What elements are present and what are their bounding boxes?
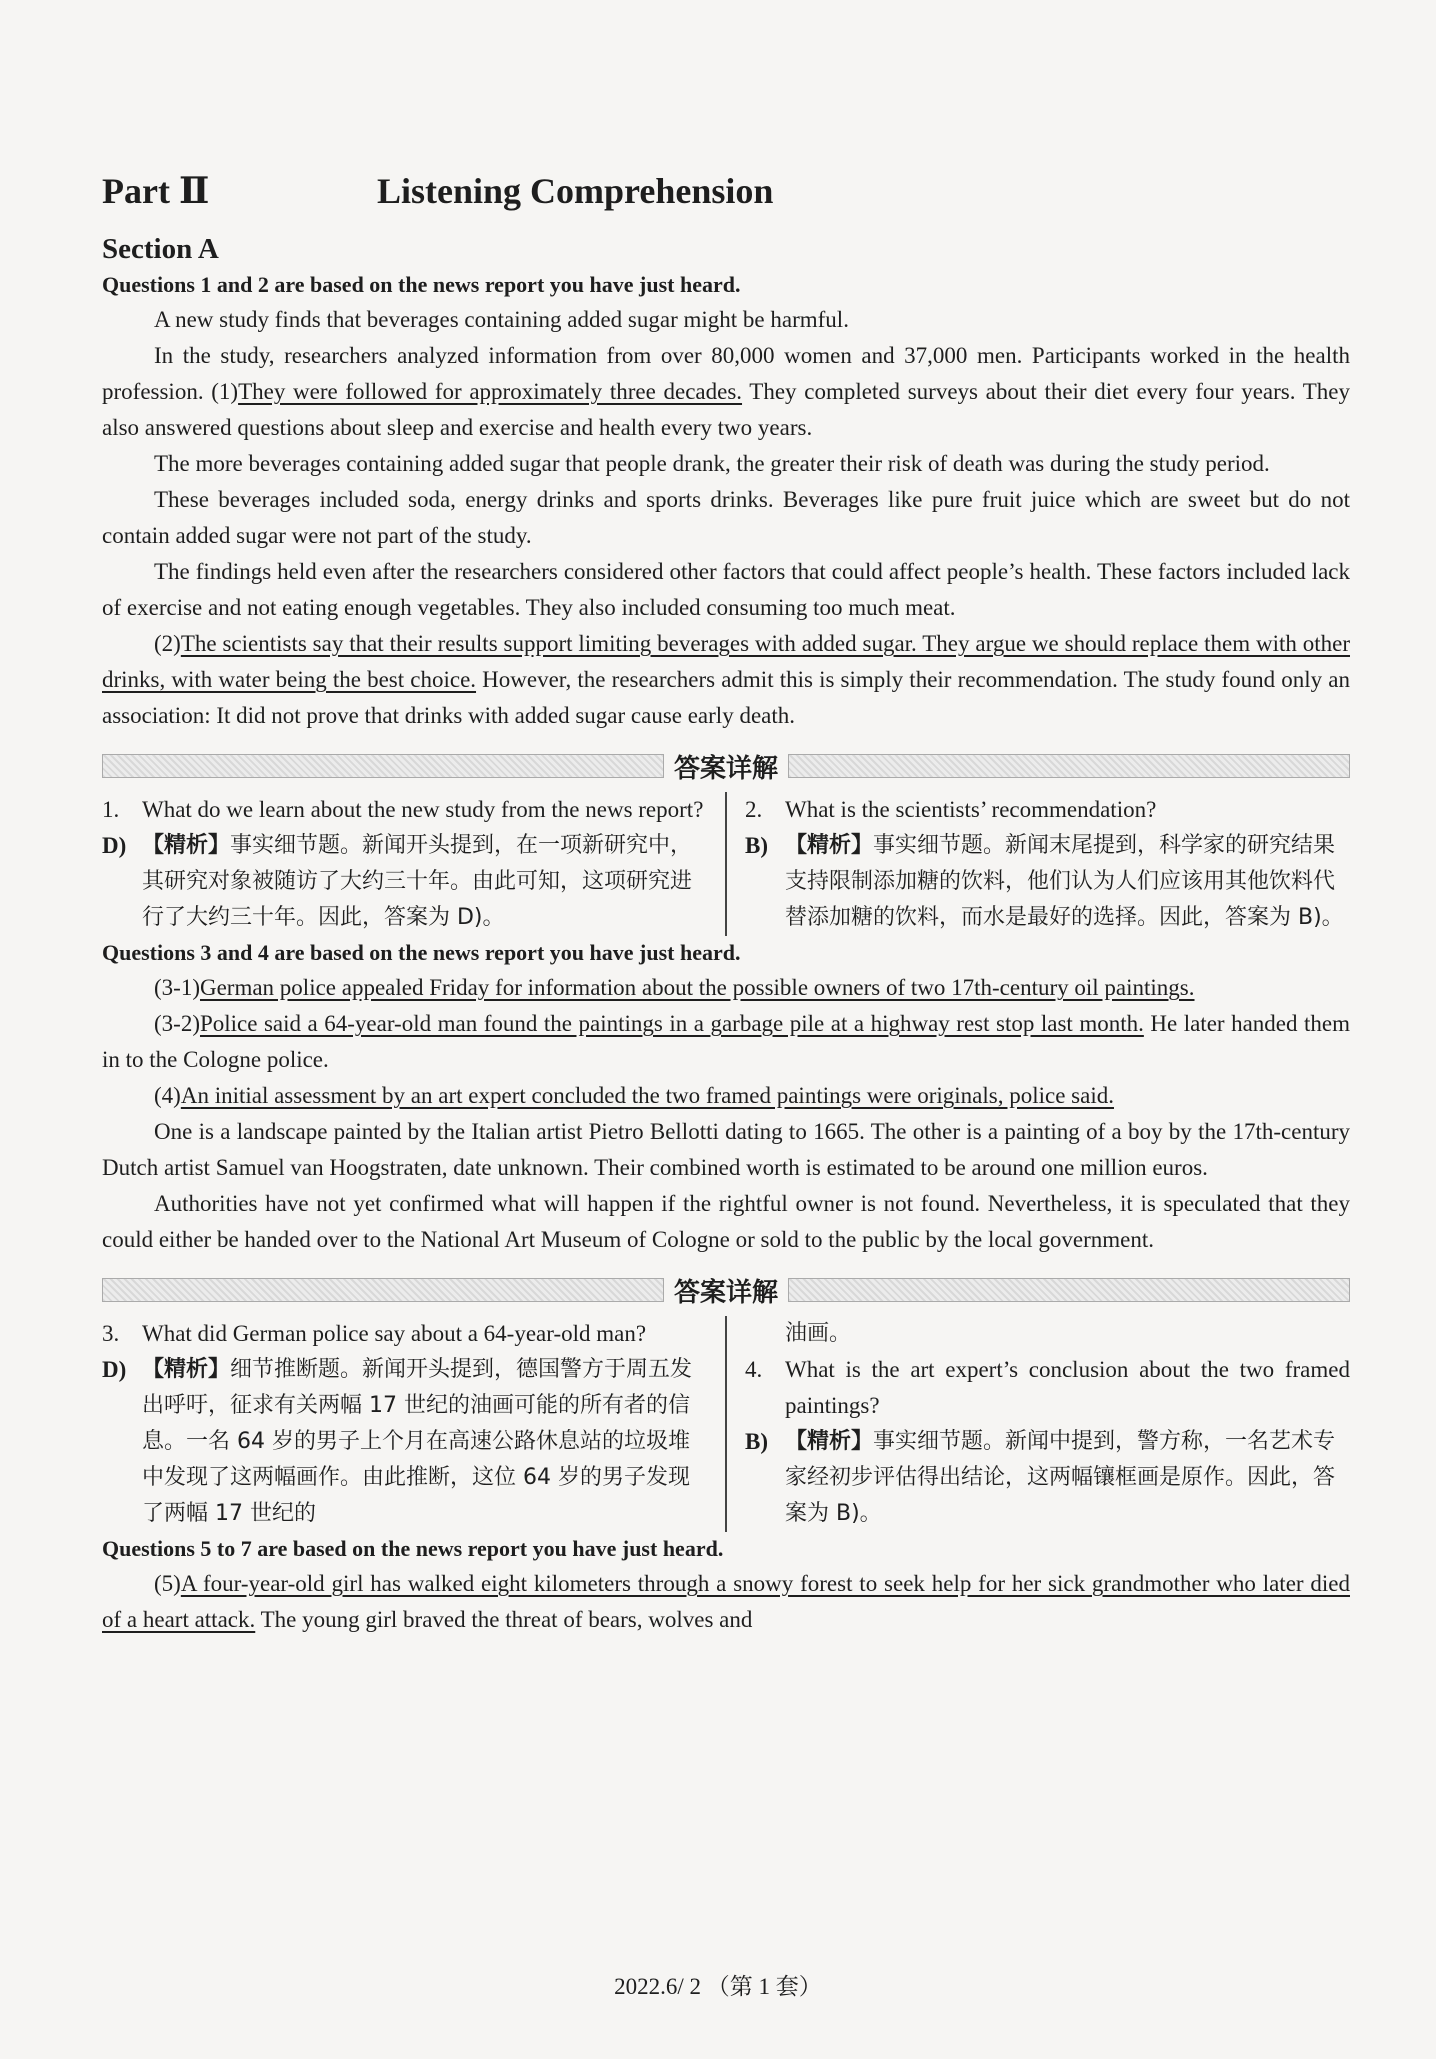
- answer-banner: [102, 746, 1350, 786]
- underlined-key-sentence: They were followed for approximately three decades.: [238, 379, 743, 404]
- answer-column-left: [102, 1316, 727, 1532]
- questions-heading-3: Questions 5 to 7 are based on the news report you have just heard.: [102, 1536, 724, 1561]
- banner-pattern-right: [788, 1278, 1350, 1302]
- paragraph: (3-1)German police appealed Friday for information about the possible owners of two 17th-century oil paintings.: [154, 975, 1195, 1000]
- question-item: 4. What is the art expert’s conclusion about the two framed paintings?: [745, 1357, 1350, 1418]
- banner-label: 答案详解: [674, 1277, 779, 1308]
- part-heading: Listening Comprehension: [377, 171, 774, 211]
- questions-heading-1: Questions 1 and 2 are based on the news report you have just heard.: [102, 272, 741, 297]
- paragraph: In the study, researchers analyzed information from over 80,000 women and 37,000 men. Participants worked in the health profession. (1)They were followed for approximately three decades. They completed surveys about their diet every four years. They also answered questions about sleep and exercise and health every two years.: [102, 343, 1350, 440]
- page-footer: 2022.6/ 2 （第 1 套）: [614, 1974, 822, 1999]
- questions-heading-2: Questions 3 and 4 are based on the news report you have just heard.: [102, 940, 741, 965]
- paragraph: The more beverages containing added sugar that people drank, the greater their risk of death was during the study period.: [154, 451, 1270, 476]
- underlined-key-sentence: Police said a 64-year-old man found the paintings in a garbage pile at a highway rest stop last month.: [199, 1011, 1144, 1036]
- underlined-key-sentence: German police appealed Friday for information about the possible owners of two 17th-century oil paintings.: [199, 975, 1195, 1000]
- paragraph: (2)The scientists say that their results support limiting beverages with added sugar. They argue we should replace them with other drinks, with water being the best choice. However, the researchers admit this is simply their recommendation. The study found only an association: It did not prove that drinks with added sugar cause early death.: [102, 631, 1350, 728]
- question-item: 1. What do we learn about the new study from the news report?: [102, 797, 704, 822]
- question-item: 2. What is the scientists’ recommendation?: [745, 797, 1157, 822]
- banner-pattern-right: [788, 754, 1350, 778]
- banner-label: 答案详解: [674, 753, 779, 784]
- answer-column-right: [727, 1316, 1350, 1532]
- paragraph: (3-2)Police said a 64-year-old man found the paintings in a garbage pile at a highway rest stop last month. He later handed them in to the Cologne police.: [102, 1011, 1350, 1072]
- paragraph: These beverages included soda, energy drinks and sports drinks. Beverages like pure fruit juice which are sweet but do not contain added sugar were not part of the study.: [102, 487, 1350, 548]
- part-label: Part Ⅱ: [102, 171, 210, 211]
- banner-pattern-left: [102, 754, 664, 778]
- answer-banner: [102, 1270, 1350, 1310]
- answer-explanation: B) 【精析】事实细节题。新闻末尾提到，科学家的研究结果支持限制添加糖的饮料，他们认为人们应该用其他饮料代替添加糖的饮料，而水是最好的选择。因此，答案为 B)。: [745, 833, 1344, 930]
- paragraph: (4)An initial assessment by an art expert concluded the two framed paintings were originals, police said.: [154, 1083, 1114, 1108]
- answer-columns-2: [102, 1316, 1350, 1532]
- underlined-key-sentence: A four-year-old girl has walked eight kilometers through a snowy forest to seek help for her sick grandmother who later died of a heart attack.: [102, 1571, 1350, 1632]
- part-title: [102, 170, 1350, 222]
- answer-column-left: [102, 792, 727, 936]
- document-page: [102, 170, 1350, 1638]
- answer-continuation: 油画。: [785, 1321, 852, 1346]
- banner-pattern-left: [102, 1278, 664, 1302]
- section-heading: Section A: [102, 233, 219, 265]
- answer-explanation: D) 【精析】细节推断题。新闻开头提到，德国警方于周五发出呼吁，征求有关两幅 17 世纪的油画可能的所有者的信息。一名 64 岁的男子上个月在高速公路休息站的垃圾堆中发现了这两幅画作。由此推断，这位 64 岁的男子发现了两幅 17 世纪的: [102, 1357, 693, 1526]
- paragraph: A new study finds that beverages containing added sugar might be harmful.: [154, 307, 849, 332]
- answer-explanation: D) 【精析】事实细节题。新闻开头提到，在一项新研究中，其研究对象被随访了大约三十年。由此可知，这项研究进行了大约三十年。因此，答案为 D)。: [102, 833, 693, 930]
- answer-columns-1: [102, 792, 1350, 936]
- paragraph: One is a landscape painted by the Italian artist Pietro Bellotti dating to 1665. The other is a painting of a boy by the 17th-century Dutch artist Samuel van Hoogstraten, date unknown. Their combined worth is estimated to be around one million euros.: [102, 1119, 1350, 1180]
- answer-column-right: [727, 792, 1350, 936]
- answer-explanation: B) 【精析】事实细节题。新闻中提到，警方称，一名艺术专家经初步评估得出结论，这两幅镶框画是原作。因此，答案为 B)。: [745, 1429, 1336, 1526]
- paragraph: Authorities have not yet confirmed what will happen if the rightful owner is not found. Nevertheless, it is speculated that they could either be handed over to the National Art Museum of Cologne or sold to the public by the local government.: [102, 1191, 1350, 1252]
- underlined-key-sentence: The scientists say that their results support limiting beverages with added sugar. They argue we should replace them with other drinks, with water being the best choice.: [102, 631, 1350, 692]
- question-item: 3. What did German police say about a 64-year-old man?: [102, 1321, 647, 1346]
- paragraph: The findings held even after the researchers considered other factors that could affect people’s health. These factors included lack of exercise and not eating enough vegetables. They also included consuming too much meat.: [102, 559, 1350, 620]
- paragraph: (5)A four-year-old girl has walked eight kilometers through a snowy forest to seek help for her sick grandmother who later died of a heart attack. The young girl braved the threat of bears, wolves and: [102, 1571, 1350, 1632]
- underlined-key-sentence: An initial assessment by an art expert concluded the two framed paintings were originals, police said.: [180, 1083, 1114, 1108]
